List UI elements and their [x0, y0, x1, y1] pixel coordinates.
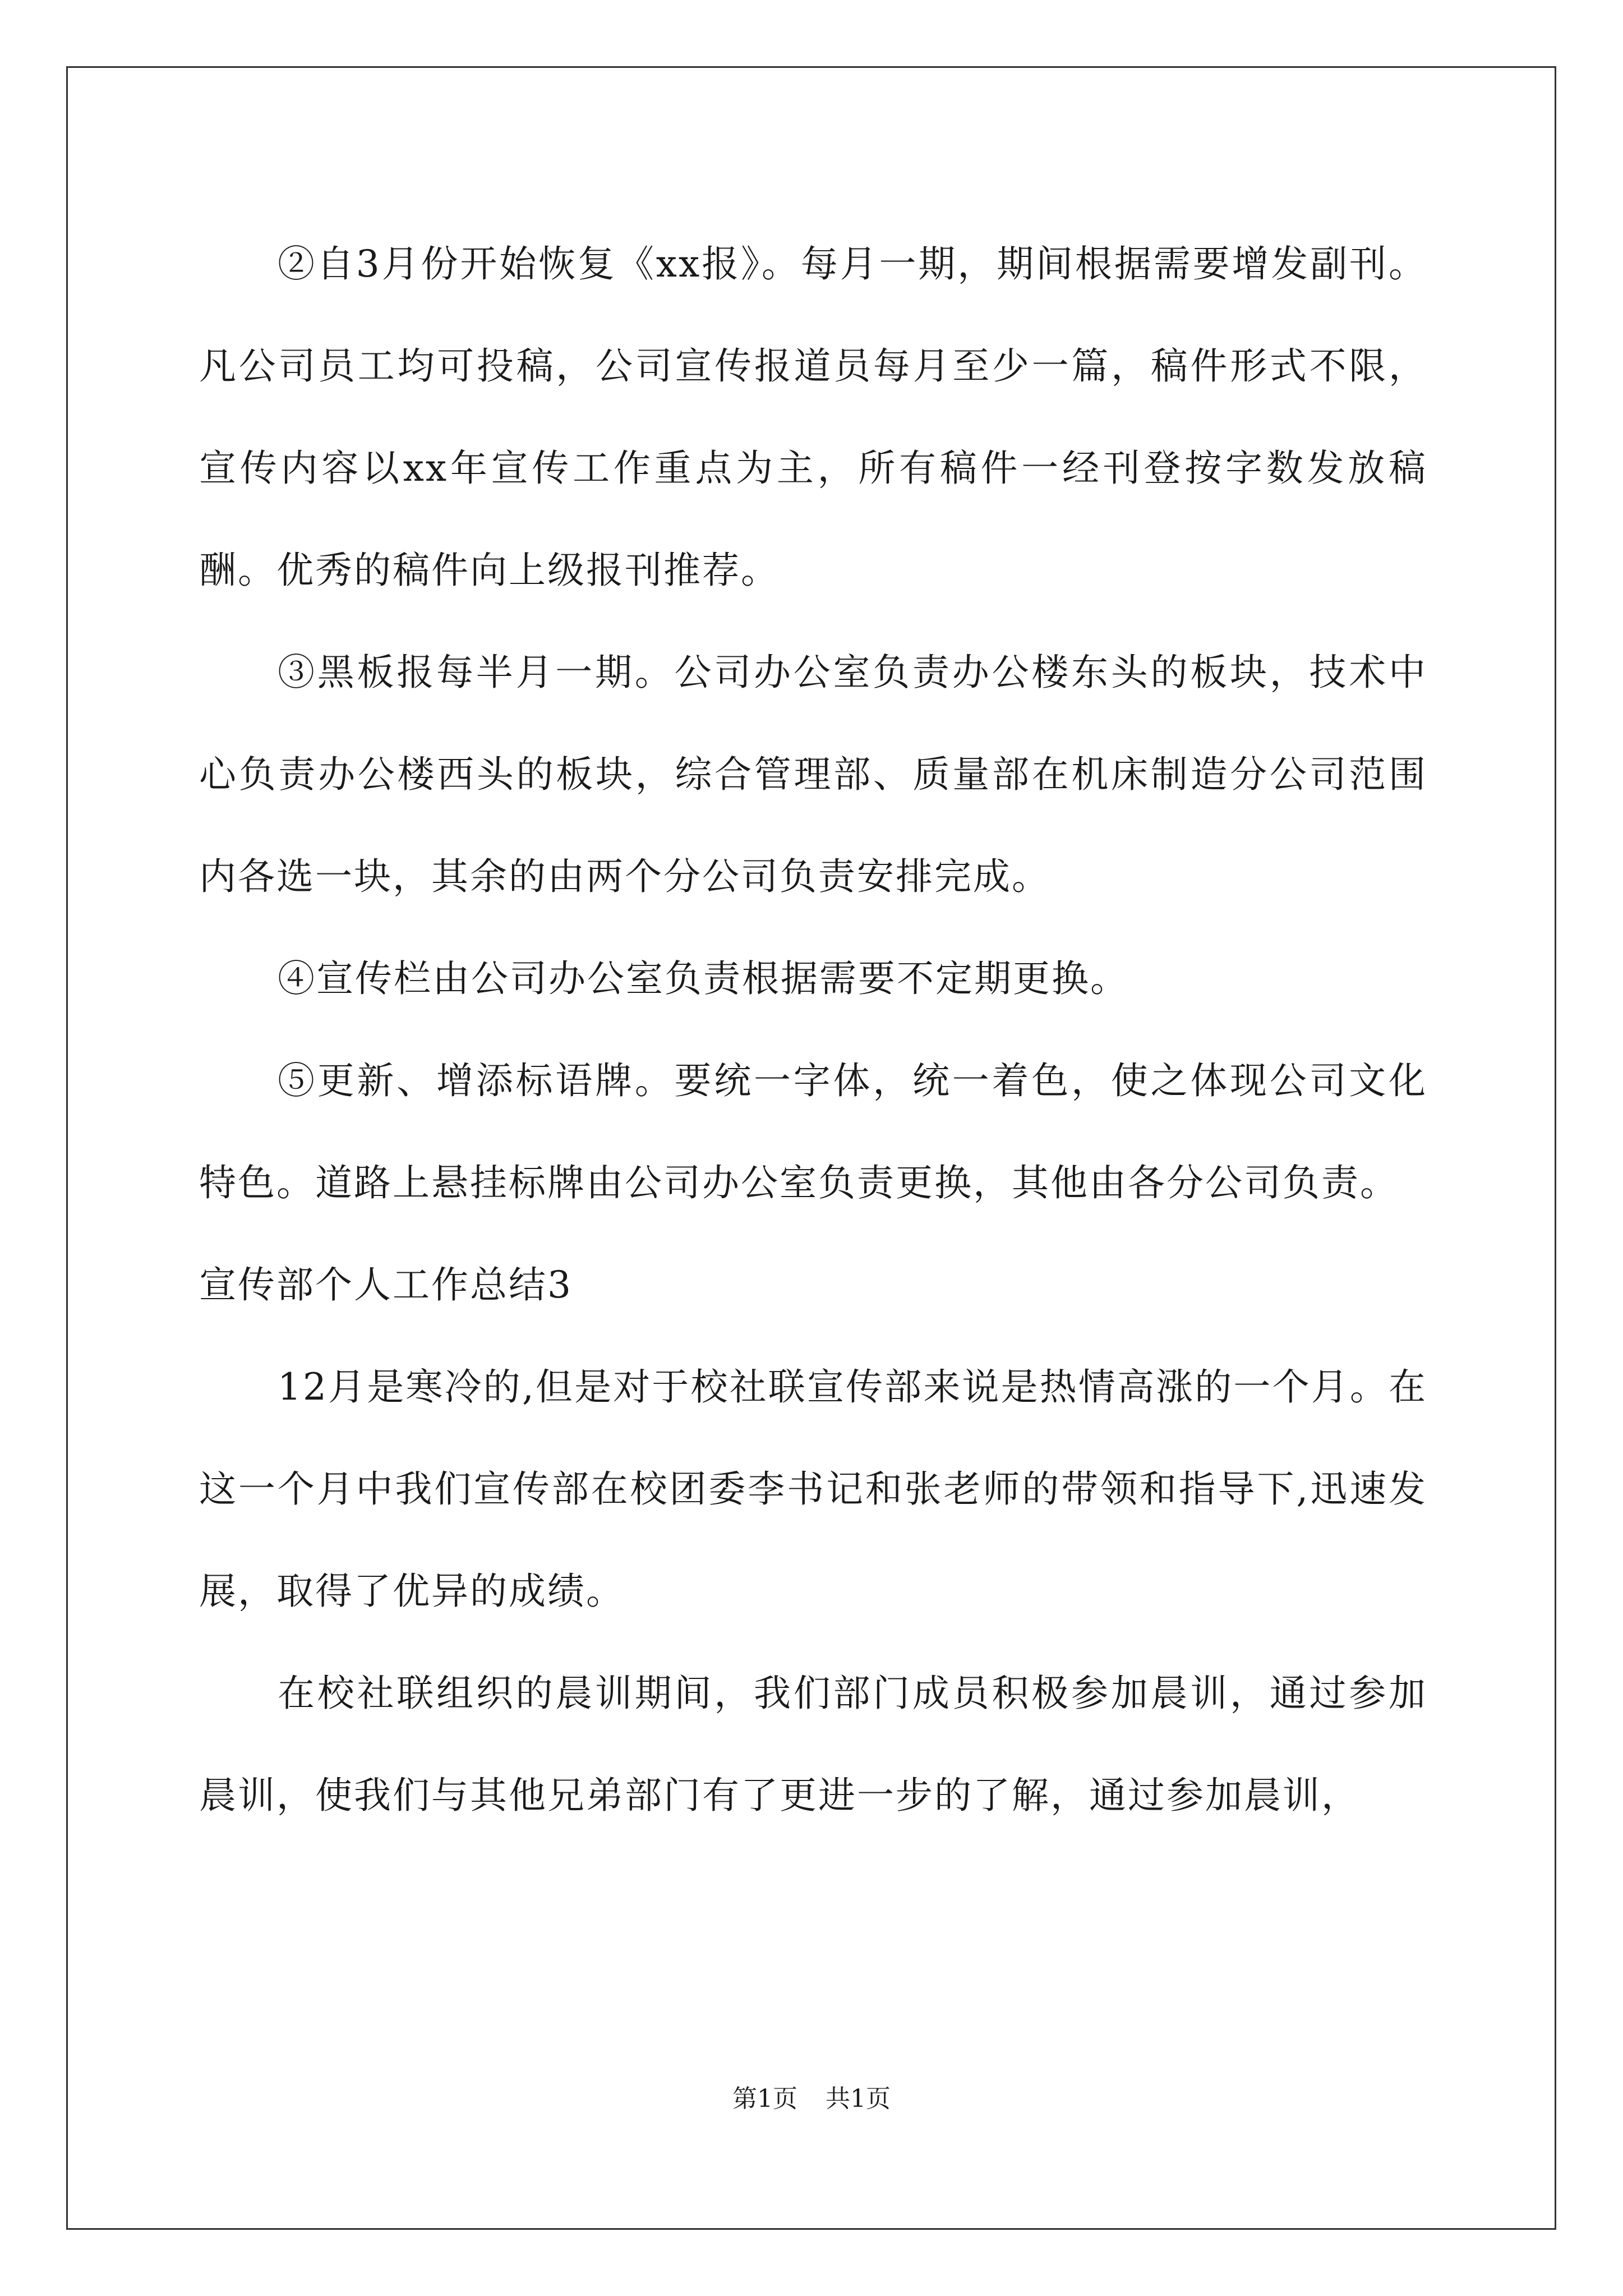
paragraph-newspaper: ②自3月份开始恢复《xx报》。每月一期，期间根据需要增发副刊。凡公司员工均可投稿，公司宣传报道员每月至少一篇，稿件形式不限，宣传内容以xx年宣传工作重点为主，所有稿件一经刊登按字数发放稿酬。优秀的稿件向上级报刊推荐。	[199, 242, 1427, 592]
section-heading: 宣传部个人工作总结3	[199, 1263, 573, 1306]
document-body	[199, 213, 1427, 1847]
paragraph-bulletin-board: ④宣传栏由公司办公室负责根据需要不定期更换。	[278, 957, 1129, 1000]
page-footer	[0, 2082, 1623, 2116]
page-number: 第1页	[732, 2085, 797, 2113]
page-total: 共1页	[826, 2085, 891, 2113]
paragraph-slogan-signs: ⑤更新、增添标语牌。要统一字体，统一着色，使之体现公司文化特色。道路上悬挂标牌由公司办公室负责更换，其他由各分公司负责。	[199, 1059, 1427, 1204]
paragraph-morning-training: 在校社联组织的晨训期间，我们部门成员积极参加晨训，通过参加晨训，使我们与其他兄弟部门有了更进一步的了解，通过参加晨训，	[199, 1672, 1427, 1817]
paragraph-december-summary: 12月是寒冷的,但是对于校社联宣传部来说是热情高涨的一个月。在这一个月中我们宣传部在校团委李书记和张老师的带领和指导下,迅速发展，取得了优异的成绩。	[199, 1365, 1427, 1613]
paragraph-blackboard: ③黑板报每半月一期。公司办公室负责办公楼东头的板块，技术中心负责办公楼西头的板块，综合管理部、质量部在机床制造分公司范围内各选一块，其余的由两个分公司负责安排完成。	[199, 651, 1427, 898]
